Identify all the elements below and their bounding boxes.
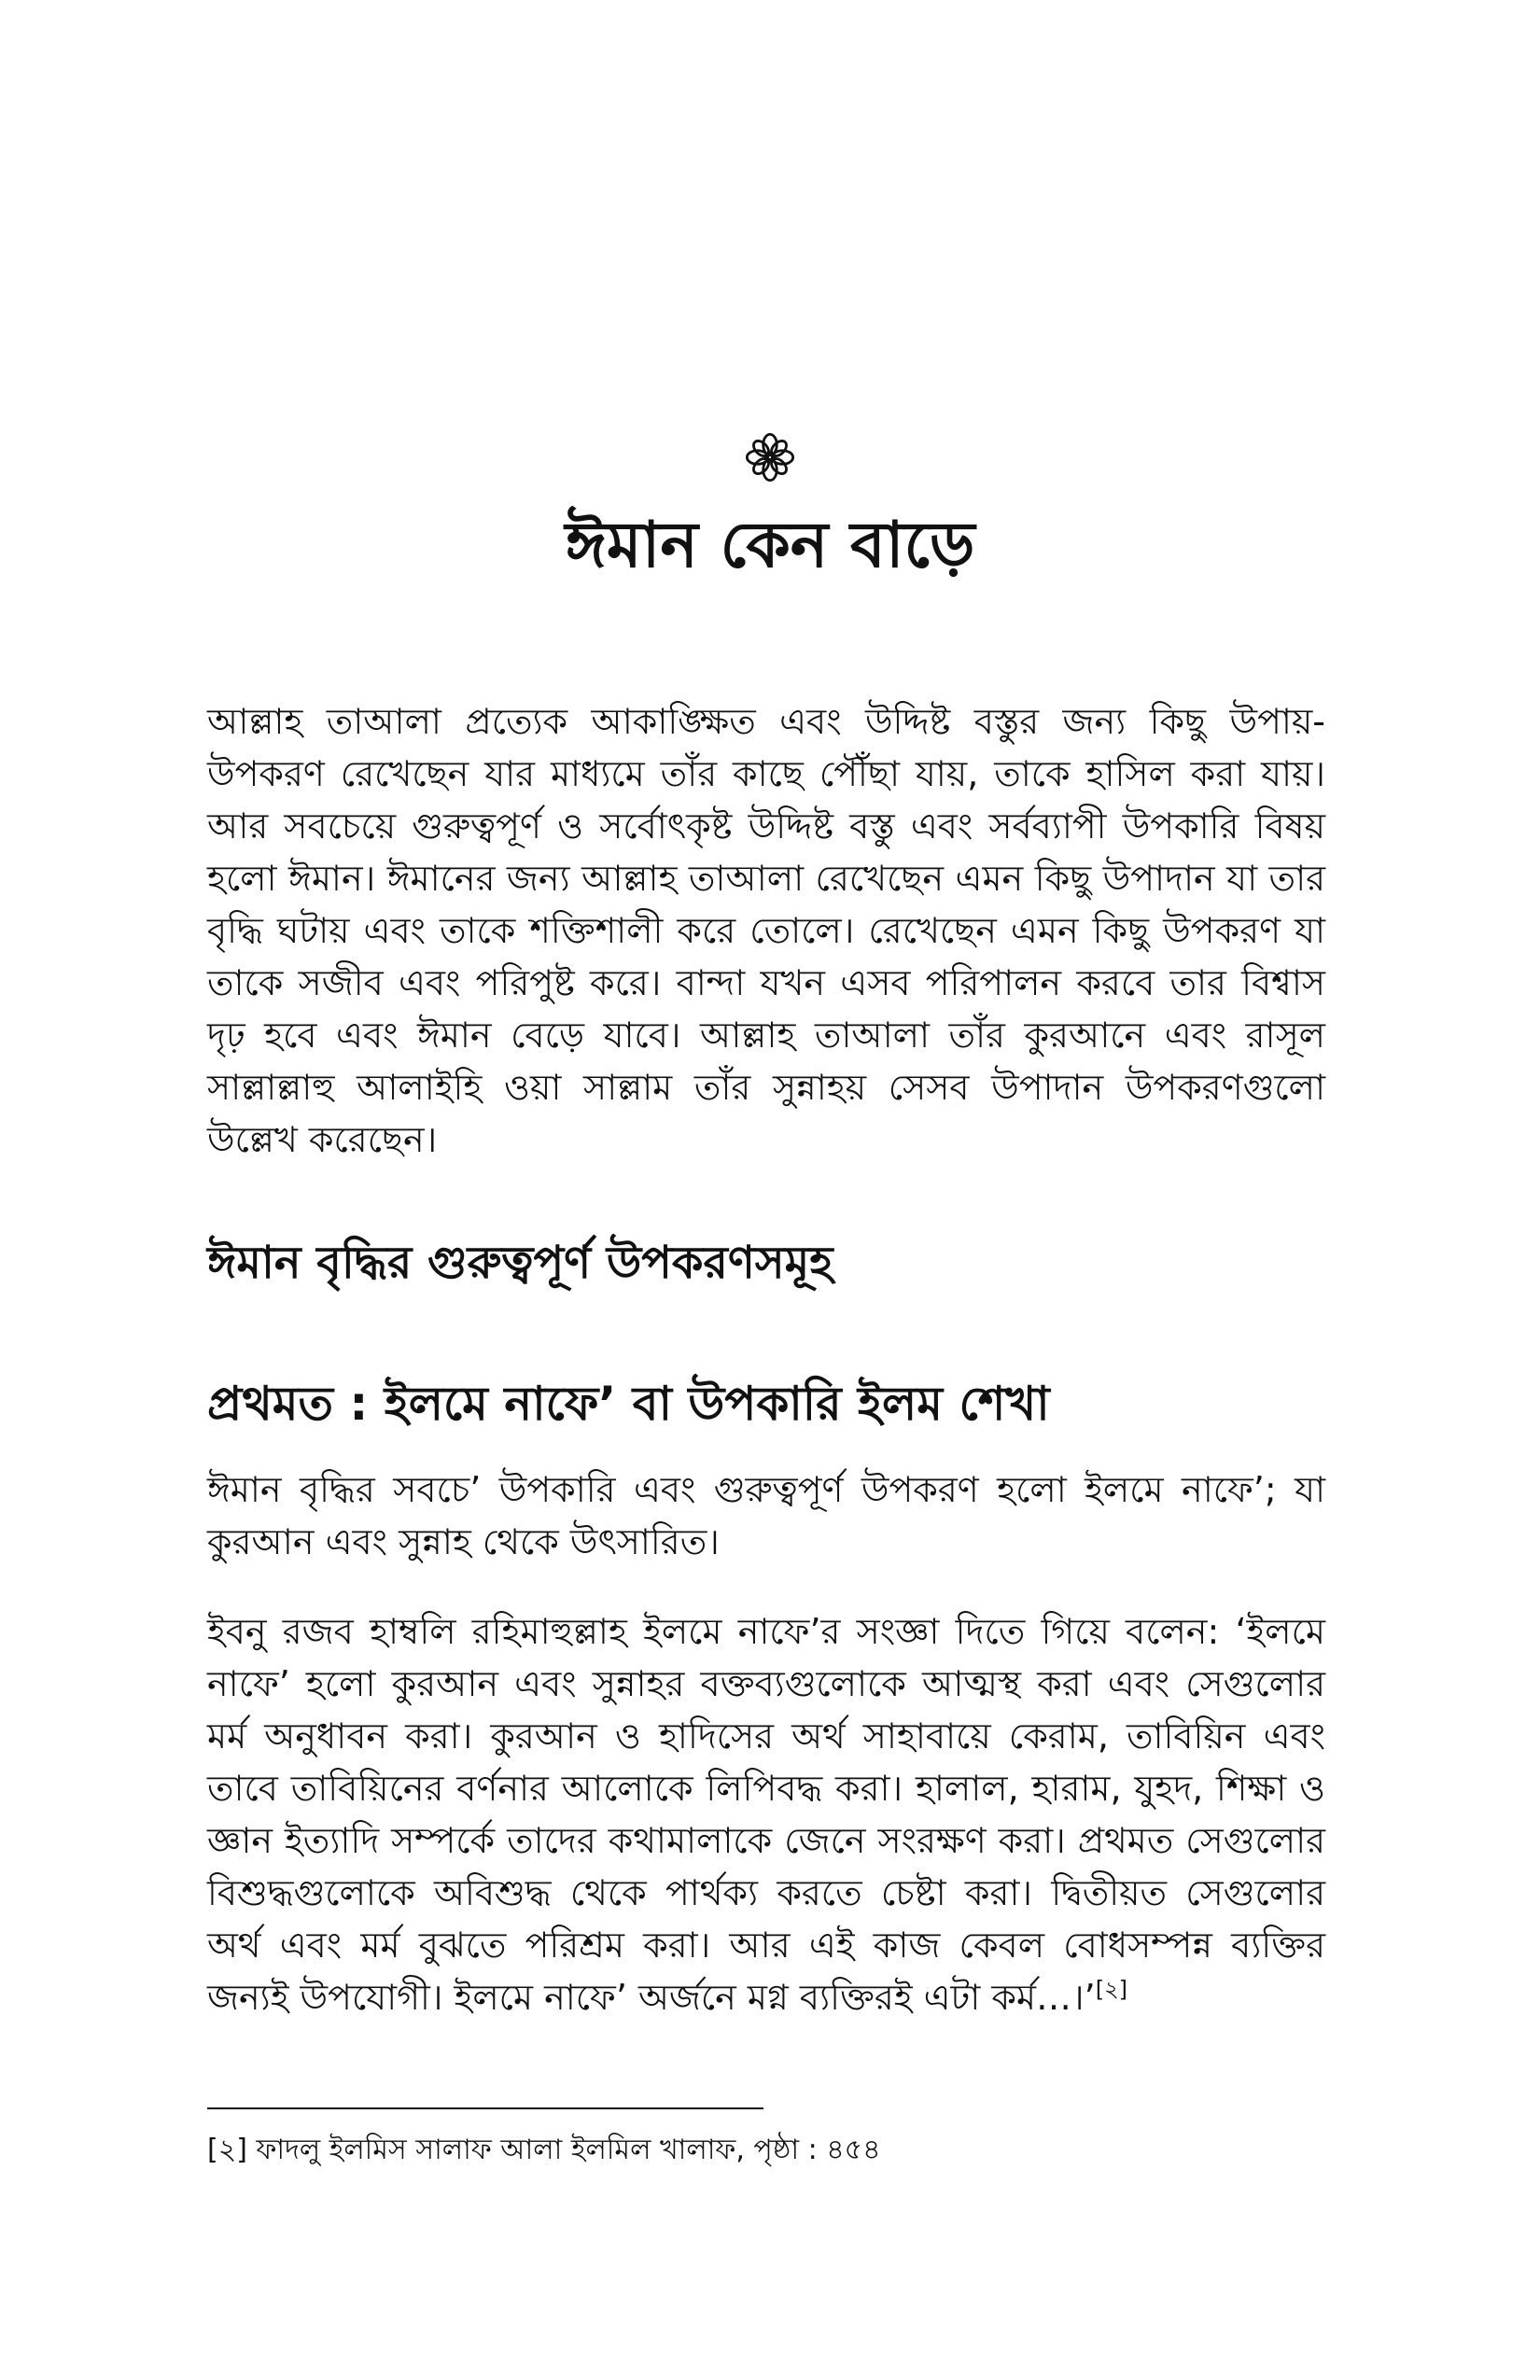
intro-paragraph: আল্লাহ তাআলা প্রত্যেক আকাঙ্ক্ষিত এবং উদ্দিষ্ট বস্তুর জন্য কিছু উপায়-উপকরণ রেখেছেন যার মাধ্যমে তাঁর কাছে পৌঁছা যায়, তাকে হাসিল করা যায়। আর সবচেয়ে গুরুত্বপূর্ণ ও সর্বোৎকৃষ্ট উদ্দিষ্ট বস্তু এবং সর্বব্যাপী উপকারি বিষয় হলো ঈমান। ঈমানের জন্য আল্লাহ তাআলা রেখেছেন এমন কিছু উপাদান যা তার বৃদ্ধি ঘটায় এবং তাকে শক্তিশালী করে তোলে। রেখেছেন এমন কিছু উপকরণ যা তাকে সজীব এবং পরিপুষ্ট করে। বান্দা যখন এসব পরিপালন করবে তার বিশ্বাস দৃঢ় হবে এবং ঈমান বেড়ে যাবে। আল্লাহ তাআলা তাঁর কুরআনে এবং রাসূল সাল্লাল্লাহু আলাইহি ওয়া সাল্লাম তাঁর সুন্নাহয় সেসব উপাদান উপকরণগুলো উল্লেখ করেছেন। bbox=[207, 701, 1325, 1160]
quote-text: ইবনু রজব হাম্বলি রহিমাহুল্লাহ ইলমে নাফে’র সংজ্ঞা দিতে গিয়ে বলেন: ‘ইলমে নাফে’ হলো কুরআন এবং সুন্নাহর বক্তব্যগুলোকে আত্মস্থ করা এবং সেগুলোর মর্ম অনুধাবন করা। কুরআন ও হাদিসের অর্থ সাহাবায়ে কেরাম, তাবিয়িন এবং তাবে তাবিয়িনের বর্ণনার আলোকে লিপিবদ্ধ করা। হালাল, হারাম, যুহদ, শিক্ষা ও জ্ঞান ইত্যাদি সম্পর্কে তাদের কথামালাকে জেনে সংরক্ষণ করা। প্রথমত সেগুলোর বিশুদ্ধগুলোকে অবিশুদ্ধ থেকে পার্থক্য করতে চেষ্টা করা। দ্বিতীয়ত সেগুলোর অর্থ এবং মর্ম বুঝতে পরিশ্রম করা। আর এই কাজ কেবল বোধসম্পন্ন ব্যক্তির জন্যই উপযোগী। ইলমে নাফে’ অর্জনে মগ্ন ব্যক্তিরই এটা কর্ম…।’ bbox=[207, 1611, 1325, 2018]
footnote-text: [২] ফাদলু ইলমিস সালাফ আলা ইলমিল খালাফ, পৃষ্ঠা : ৪৫৪ bbox=[207, 2134, 881, 2166]
section-heading: ঈমান বৃদ্ধির গুরুত্বপূর্ণ উপকরণসমূহ bbox=[207, 1237, 833, 1289]
body-paragraph-1: ঈমান বৃদ্ধির সবচে’ উপকারি এবং গুরুত্বপূর্ণ উপকরণ হলো ইলমে নাফে’; যা কুরআন এবং সুন্নাহ থেকে উৎসারিত। bbox=[207, 1469, 1325, 1562]
chapter-ornament bbox=[0, 431, 1540, 496]
footnote-marker[interactable]: [২] bbox=[1095, 1976, 1128, 2003]
chapter-title: ঈমান কেন বাড়ে bbox=[565, 509, 975, 582]
subsection-heading: প্রথমত : ইলমে নাফে’ বা উপকারি ইলম শেখা bbox=[207, 1377, 1050, 1431]
flower-icon bbox=[744, 441, 796, 495]
footnote-divider bbox=[207, 2107, 763, 2109]
body-paragraph-2 bbox=[207, 1605, 1325, 2023]
